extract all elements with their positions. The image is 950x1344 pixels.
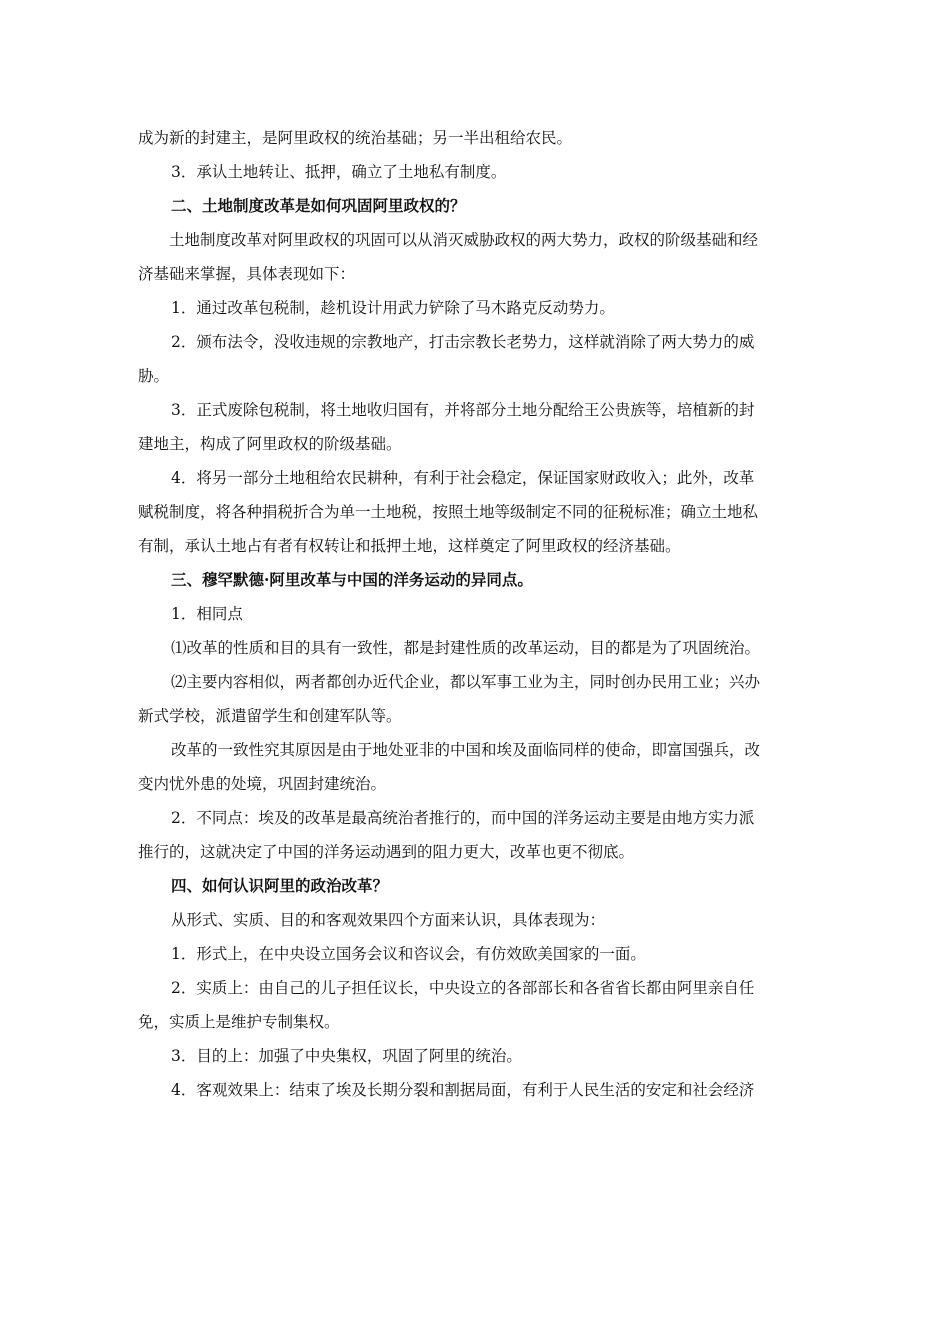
text-line: 2．颁布法令，没收违规的宗教地产，打击宗教长老势力，这样就消除了两大势力的威 <box>171 333 755 351</box>
text-line: 变内忧外患的处境，巩固封建统治。 <box>138 775 387 793</box>
text-line: 建地主，构成了阿里政权的阶级基础。 <box>138 435 402 453</box>
text-line: 1．通过改革包税制，趁机设计用武力铲除了马木路克反动势力。 <box>171 299 615 317</box>
text-line: 3．目的上：加强了中央集权，巩固了阿里的统治。 <box>171 1047 522 1065</box>
text-line: 推行的，这就决定了中国的洋务运动遇到的阻力更大，改革也更不彻底。 <box>138 843 635 861</box>
document-body <box>138 121 818 1107</box>
text-line: 赋税制度，将各种捐税折合为单一土地税，按照土地等级制定不同的征税标准；确立土地私 <box>138 503 759 521</box>
text-line: 有制，承认土地占有者有权转让和抵押土地，这样奠定了阿里政权的经济基础。 <box>138 537 681 555</box>
text-line: 3．承认土地转让、抵押，确立了土地私有制度。 <box>171 163 507 181</box>
text-line: 1．形式上，在中央设立国务会议和咨议会，有仿效欧美国家的一面。 <box>171 945 646 963</box>
section-heading: 二、土地制度改革是如何巩固阿里政权的？ <box>171 196 466 215</box>
text-line: 2．实质上：由自己的儿子担任议长，中央设立的各部部长和各省省长都由阿里亲自任 <box>171 979 755 997</box>
text-line: 4．将另一部分土地租给农民耕种，有利于社会稳定，保证国家财政收入；此外，改革 <box>171 469 755 487</box>
text-line: 改革的一致性究其原因是由于地处亚非的中国和埃及面临同样的使命，即富国强兵，改 <box>171 741 761 759</box>
text-line: 1．相同点 <box>171 605 243 623</box>
text-line: 4．客观效果上：结束了埃及长期分裂和割据局面，有利于人民生活的安定和社会经济 <box>171 1081 755 1099</box>
text-line: 新式学校，派遣留学生和创建军队等。 <box>138 707 402 725</box>
text-line: 土地制度改革对阿里政权的巩固可以从消灭威胁政权的两大势力，政权的阶级基础和经 <box>169 231 759 249</box>
section-heading: 三、穆罕默德·阿里改革与中国的洋务运动的异同点。 <box>171 570 533 589</box>
section-heading: 四、如何认识阿里的政治改革？ <box>171 876 389 895</box>
text-line: 胁。 <box>138 367 170 385</box>
text-line: 成为新的封建主，是阿里政权的统治基础；另一半出租给农民。 <box>138 129 573 147</box>
text-line: ⑵主要内容相似，两者都创办近代企业，都以军事工业为主，同时创办民用工业；兴办 <box>171 673 761 691</box>
text-line: 从形式、实质、目的和客观效果四个方面来认识，具体表现为： <box>171 911 606 929</box>
text-line: 3．正式废除包税制，将土地收归国有，并将部分土地分配给王公贵族等，培植新的封 <box>171 401 755 419</box>
text-line: ⑴改革的性质和目的具有一致性，都是封建性质的改革运动，目的都是为了巩固统治。 <box>171 639 761 657</box>
text-line: 2．不同点：埃及的改革是最高统治者推行的，而中国的洋务运动主要是由地方实力派 <box>171 809 755 827</box>
text-line: 免，实质上是维护专制集权。 <box>138 1013 340 1031</box>
text-line: 济基础来掌握，具体表现如下： <box>138 265 356 283</box>
